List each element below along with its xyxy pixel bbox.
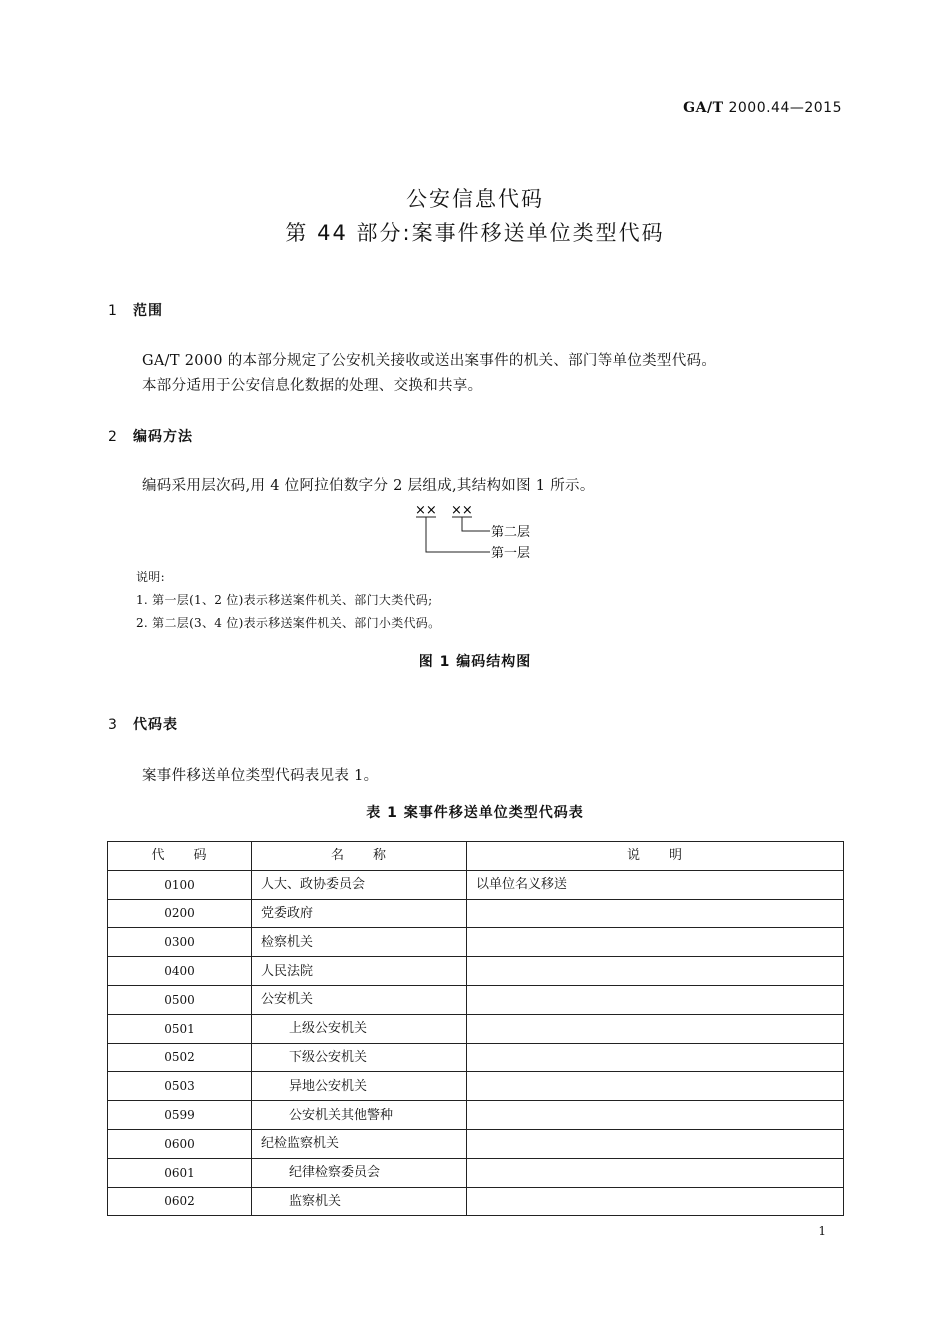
diagram-layer-2-label: 第二层 [491,525,531,540]
section-1-heading [108,300,163,320]
column-header-description: 说 明 [467,842,844,871]
section-2-heading [108,426,193,446]
diagram-connector-layer-2 [462,517,490,531]
cell-code: 0599 [108,1101,252,1130]
cell-description [467,985,844,1014]
table-row [108,1187,844,1216]
code-structure-diagram [408,498,548,564]
cell-name: 人大、政协委员会 [252,870,467,899]
cell-code: 0200 [108,899,252,928]
cell-code: 0602 [108,1187,252,1216]
cell-description [467,1043,844,1072]
section-2-title: 编码方法 [133,429,193,445]
cell-description: 以单位名义移送 [467,870,844,899]
section-1-paragraph-2: 本部分适用于公安信息化数据的处理、交换和共享。 [142,378,483,394]
column-header-name: 名 称 [252,842,467,871]
cell-name: 异地公安机关 [252,1072,467,1101]
title-line-1: 公安信息代码 [406,187,544,211]
code-table [107,841,844,1216]
cell-code: 0300 [108,928,252,957]
cell-name: 上级公安机关 [252,1014,467,1043]
cell-name: 下级公安机关 [252,1043,467,1072]
table-row [108,1158,844,1187]
cell-description [467,928,844,957]
cell-code: 0501 [108,1014,252,1043]
section-1-paragraph-1: GA/T 2000 的本部分规定了公安机关接收或送出案事件的机关、部门等单位类型代码。 [142,353,717,369]
cell-code: 0502 [108,1043,252,1072]
section-3-title: 代码表 [133,717,178,733]
table-row [108,899,844,928]
cell-name: 检察机关 [252,928,467,957]
cell-name: 公安机关 [252,985,467,1014]
cell-name: 人民法院 [252,957,467,986]
section-2-paragraph-1: 编码采用层次码,用 4 位阿拉伯数字分 2 层组成,其结构如图 1 所示。 [142,478,595,494]
table-header-row [108,842,844,871]
diagram-code-part-1: ×× [415,503,437,518]
cell-description [467,1129,844,1158]
table-row [108,957,844,986]
cell-name: 纪检监察机关 [252,1129,467,1158]
table-row [108,1014,844,1043]
cell-description [467,1187,844,1216]
note-2: 2. 第二层(3、4 位)表示移送案件机关、部门小类代码。 [136,616,441,630]
cell-code: 0601 [108,1158,252,1187]
title-line-2: 第 44 部分:案事件移送单位类型代码 [285,221,665,245]
diagram-code-part-2: ×× [451,503,473,518]
cell-description [467,1158,844,1187]
cell-description [467,1101,844,1130]
table-row [108,928,844,957]
cell-code: 0400 [108,957,252,986]
section-1-title: 范围 [133,303,163,319]
page-number: 1 [818,1224,826,1238]
diagram-layer-1-label: 第一层 [491,546,531,561]
document-id-number: 2000.44—2015 [728,100,842,116]
cell-description [467,1072,844,1101]
cell-code: 0100 [108,870,252,899]
section-3-number: 3 [108,717,118,733]
cell-code: 0500 [108,985,252,1014]
cell-name: 纪律检察委员会 [252,1158,467,1187]
diagram-connector-layer-1 [426,517,490,552]
table-row [108,870,844,899]
table-row [108,1129,844,1158]
cell-description [467,899,844,928]
section-1-number: 1 [108,303,118,319]
document-id-prefix: GA/T [683,100,724,116]
table-row [108,985,844,1014]
section-3-heading [108,714,178,734]
cell-code: 0503 [108,1072,252,1101]
figure-caption: 图 1 编码结构图 [418,654,532,670]
table-row [108,1043,844,1072]
cell-name: 公安机关其他警种 [252,1101,467,1130]
note-1: 1. 第一层(1、2 位)表示移送案件机关、部门大类代码; [136,593,433,607]
column-header-code: 代 码 [108,842,252,871]
section-3-paragraph-1: 案事件移送单位类型代码表见表 1。 [142,768,379,784]
document-id [683,100,842,116]
table-caption: 表 1 案事件移送单位类型代码表 [366,805,584,821]
section-2-number: 2 [108,429,118,445]
cell-description [467,1014,844,1043]
cell-description [467,957,844,986]
cell-name: 党委政府 [252,899,467,928]
table-row [108,1101,844,1130]
notes-title: 说明: [136,570,165,584]
table-row [108,1072,844,1101]
cell-name: 监察机关 [252,1187,467,1216]
cell-code: 0600 [108,1129,252,1158]
